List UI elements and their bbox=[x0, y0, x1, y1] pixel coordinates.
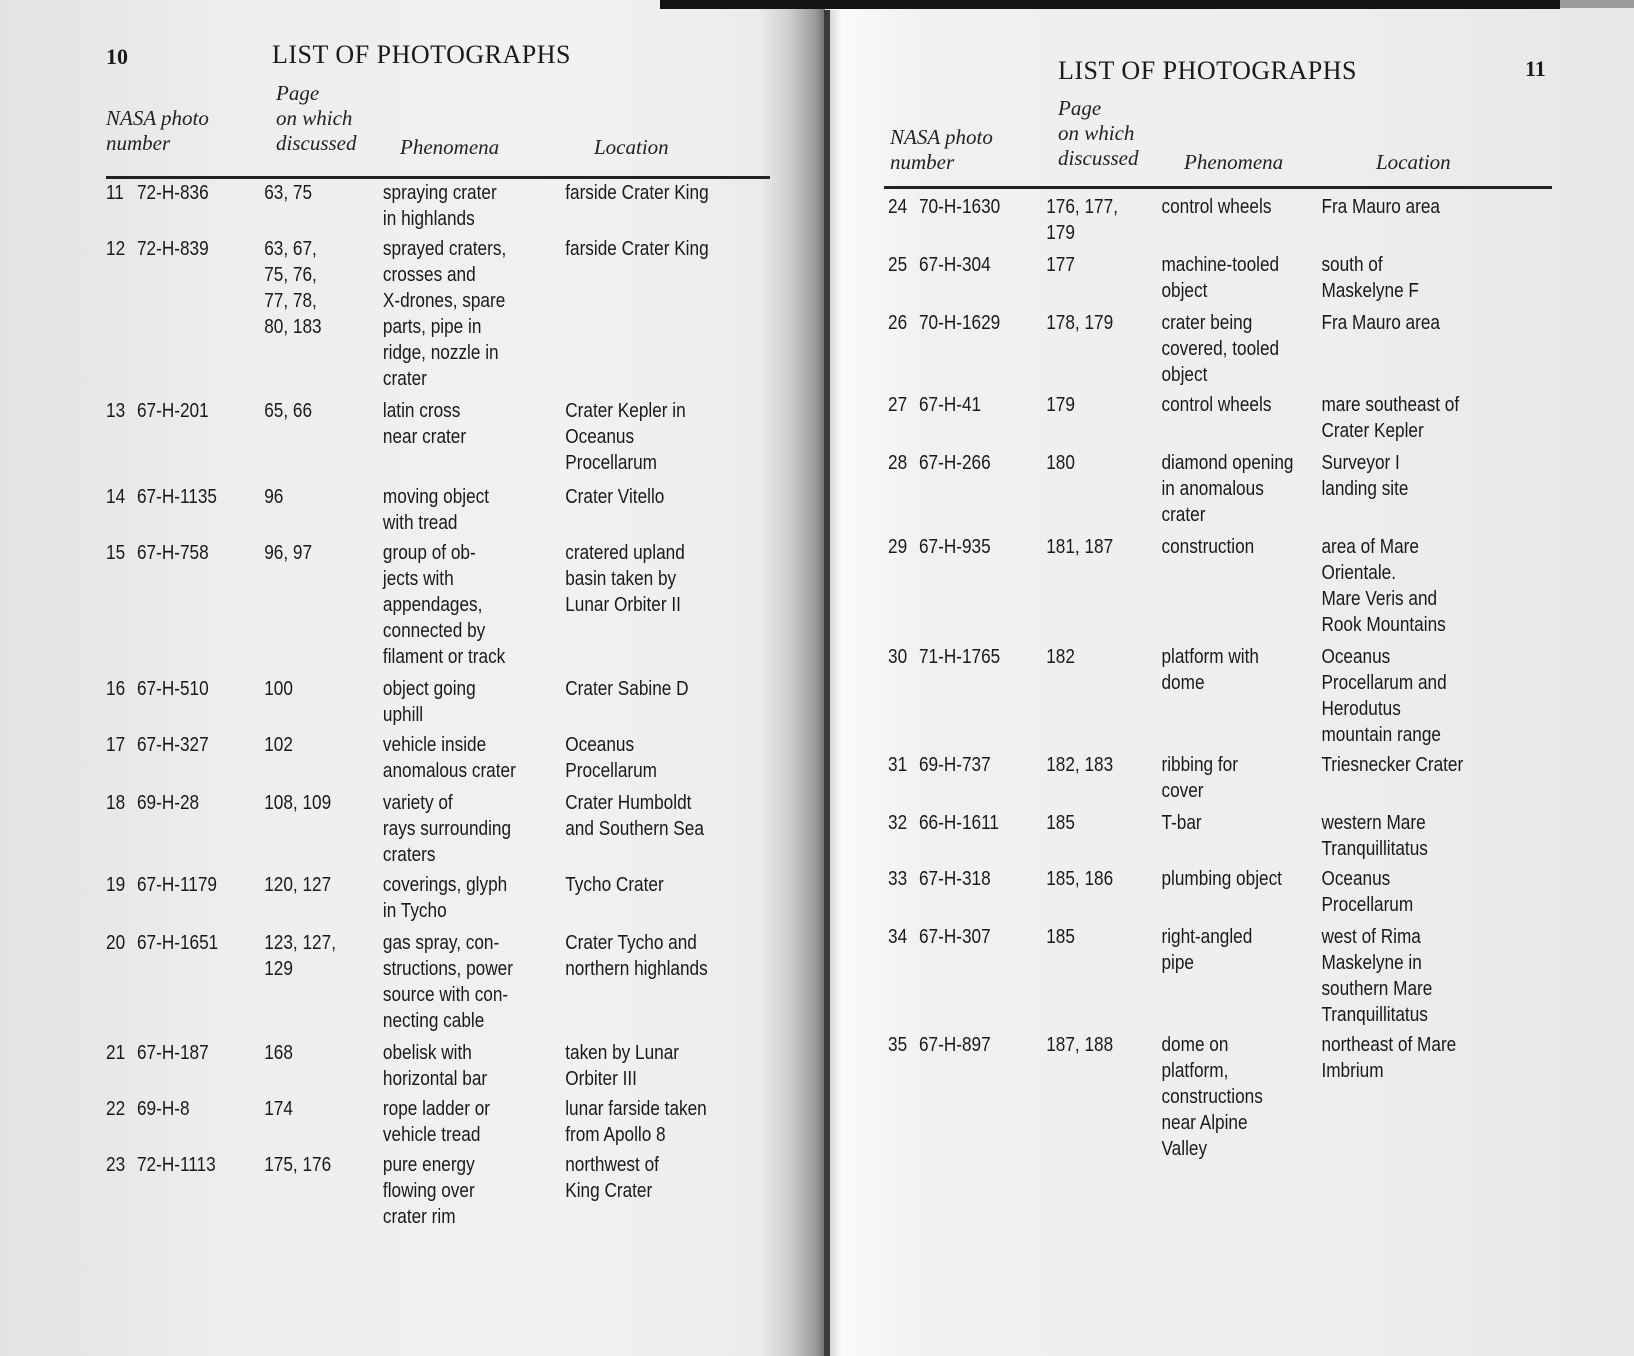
photo-index: 16 bbox=[106, 678, 126, 700]
left-header-photo-number: NASA photo number bbox=[106, 106, 209, 155]
location: northeast of Mare Imbrium bbox=[1321, 1034, 1457, 1082]
photo-index: 29 bbox=[888, 536, 908, 558]
nasa-photo-number: 71-H-1765 bbox=[918, 646, 1001, 668]
page-discussed: 120, 127 bbox=[264, 874, 332, 896]
photo-index: 25 bbox=[888, 254, 908, 276]
page-discussed: 108, 109 bbox=[264, 792, 332, 814]
page-discussed: 102 bbox=[264, 734, 293, 756]
location: Fra Mauro area bbox=[1321, 312, 1440, 334]
phenomena: vehicle inside anomalous crater bbox=[382, 734, 516, 782]
book-spine-highlight bbox=[830, 10, 842, 1356]
photo-index: 28 bbox=[888, 452, 908, 474]
scan-border-top-right bbox=[1560, 0, 1634, 8]
phenomena: machine-tooled object bbox=[1161, 254, 1280, 302]
phenomena: gas spray, con- structions, power source with con- necting cable bbox=[382, 932, 513, 1032]
photo-index: 24 bbox=[888, 196, 908, 218]
right-header-phenomena: Phenomena bbox=[1184, 150, 1284, 174]
nasa-photo-number: 67-H-266 bbox=[918, 452, 991, 474]
location: taken by Lunar Orbiter III bbox=[565, 1042, 680, 1090]
page-discussed: 182 bbox=[1046, 646, 1075, 668]
page-discussed: 177 bbox=[1046, 254, 1075, 276]
phenomena: moving object with tread bbox=[382, 486, 490, 534]
page-discussed: 96, 97 bbox=[264, 542, 313, 564]
location: mare southeast of Crater Kepler bbox=[1321, 394, 1460, 442]
nasa-photo-number: 67-H-935 bbox=[918, 536, 991, 558]
phenomena: object going uphill bbox=[382, 678, 476, 726]
nasa-photo-number: 67-H-1651 bbox=[136, 932, 219, 954]
nasa-photo-number: 72-H-836 bbox=[136, 182, 209, 204]
location: Oceanus Procellarum and Herodutus mountain range bbox=[1321, 646, 1447, 746]
page-discussed: 175, 176 bbox=[264, 1154, 332, 1176]
photo-index: 12 bbox=[106, 238, 126, 260]
page-discussed: 63, 75 bbox=[264, 182, 313, 204]
left-header-page-discussed: Page on which discussed bbox=[276, 81, 357, 155]
phenomena: dome on platform, constructions near Alpine Valley bbox=[1161, 1034, 1263, 1160]
location: Triesnecker Crater bbox=[1321, 754, 1464, 776]
phenomena: construction bbox=[1161, 536, 1255, 558]
nasa-photo-number: 69-H-8 bbox=[136, 1098, 190, 1120]
nasa-photo-number: 67-H-758 bbox=[136, 542, 209, 564]
page-discussed: 65, 66 bbox=[264, 400, 313, 422]
location: Oceanus Procellarum bbox=[1321, 868, 1414, 916]
nasa-photo-number: 70-H-1630 bbox=[918, 196, 1001, 218]
page-discussed: 179 bbox=[1046, 394, 1075, 416]
nasa-photo-number: 67-H-41 bbox=[918, 394, 982, 416]
right-header-location: Location bbox=[1376, 150, 1451, 174]
nasa-photo-number: 67-H-897 bbox=[918, 1034, 991, 1056]
phenomena: control wheels bbox=[1161, 196, 1272, 218]
location: farside Crater King bbox=[565, 238, 709, 260]
left-running-head: LIST OF PHOTOGRAPHS bbox=[272, 40, 571, 69]
page-discussed: 100 bbox=[264, 678, 293, 700]
photo-index: 30 bbox=[888, 646, 908, 668]
phenomena: right-angled pipe bbox=[1161, 926, 1253, 974]
page-discussed: 178, 179 bbox=[1046, 312, 1114, 334]
photo-index: 31 bbox=[888, 754, 908, 776]
phenomena: pure energy flowing over crater rim bbox=[382, 1154, 475, 1228]
photo-index: 17 bbox=[106, 734, 126, 756]
photo-index: 23 bbox=[106, 1154, 126, 1176]
right-header-photo-number: NASA photo number bbox=[890, 125, 993, 174]
phenomena: platform with dome bbox=[1161, 646, 1259, 694]
right-header-page-discussed: Page on which discussed bbox=[1058, 96, 1139, 170]
phenomena: coverings, glyph in Tycho bbox=[382, 874, 508, 922]
left-header-phenomena: Phenomena bbox=[400, 135, 500, 159]
location: Crater Kepler in Oceanus Procellarum bbox=[565, 400, 686, 474]
phenomena: variety of rays surrounding craters bbox=[382, 792, 512, 866]
book-spine-shadow bbox=[760, 0, 825, 1356]
location: Crater Humboldt and Southern Sea bbox=[565, 792, 704, 840]
phenomena: ribbing for cover bbox=[1161, 754, 1238, 802]
location: Crater Vitello bbox=[565, 486, 665, 508]
location: Surveyor I landing site bbox=[1321, 452, 1409, 500]
phenomena: group of ob- jects with appendages, connected by filament or track bbox=[382, 542, 506, 668]
page-discussed: 176, 177, 179 bbox=[1046, 196, 1118, 244]
location: area of Mare Orientale. Mare Veris and Rook Mountains bbox=[1321, 536, 1446, 636]
page-discussed: 168 bbox=[264, 1042, 293, 1064]
photo-index: 18 bbox=[106, 792, 126, 814]
right-header-rule bbox=[884, 186, 1552, 189]
location: south of Maskelyne F bbox=[1321, 254, 1419, 302]
phenomena: sprayed craters, crosses and X-drones, spare parts, pipe in ridge, nozzle in crater bbox=[382, 238, 507, 390]
location: cratered upland basin taken by Lunar Orbiter II bbox=[565, 542, 685, 616]
photo-index: 26 bbox=[888, 312, 908, 334]
nasa-photo-number: 66-H-1611 bbox=[918, 812, 999, 834]
page-discussed: 63, 67, 75, 76, 77, 78, 80, 183 bbox=[264, 238, 322, 338]
photo-index: 34 bbox=[888, 926, 908, 948]
location: farside Crater King bbox=[565, 182, 709, 204]
photo-index: 21 bbox=[106, 1042, 126, 1064]
phenomena: rope ladder or vehicle tread bbox=[382, 1098, 491, 1146]
scan-border-top bbox=[660, 0, 1560, 9]
page-discussed: 181, 187 bbox=[1046, 536, 1114, 558]
photo-index: 20 bbox=[106, 932, 126, 954]
nasa-photo-number: 67-H-1179 bbox=[136, 874, 217, 896]
location: west of Rima Maskelyne in southern Mare Tranquillitatus bbox=[1321, 926, 1433, 1026]
phenomena: plumbing object bbox=[1161, 868, 1282, 890]
location: Crater Sabine D bbox=[565, 678, 689, 700]
photo-index: 11 bbox=[106, 182, 124, 204]
page-discussed: 123, 127, 129 bbox=[264, 932, 336, 980]
nasa-photo-number: 67-H-327 bbox=[136, 734, 209, 756]
page-discussed: 185 bbox=[1046, 926, 1075, 948]
photo-index: 27 bbox=[888, 394, 908, 416]
page-discussed: 187, 188 bbox=[1046, 1034, 1114, 1056]
photo-index: 22 bbox=[106, 1098, 126, 1120]
nasa-photo-number: 70-H-1629 bbox=[918, 312, 1001, 334]
phenomena: obelisk with horizontal bar bbox=[382, 1042, 488, 1090]
nasa-photo-number: 67-H-1135 bbox=[136, 486, 217, 508]
photo-index: 14 bbox=[106, 486, 126, 508]
page-discussed: 174 bbox=[264, 1098, 293, 1120]
nasa-photo-number: 69-H-28 bbox=[136, 792, 200, 814]
photo-index: 19 bbox=[106, 874, 126, 896]
page-discussed: 182, 183 bbox=[1046, 754, 1114, 776]
phenomena: control wheels bbox=[1161, 394, 1272, 416]
location: northwest of King Crater bbox=[565, 1154, 659, 1202]
nasa-photo-number: 72-H-1113 bbox=[136, 1154, 216, 1176]
page-discussed: 96 bbox=[264, 486, 284, 508]
photo-index: 32 bbox=[888, 812, 908, 834]
page-discussed: 185 bbox=[1046, 812, 1075, 834]
nasa-photo-number: 67-H-307 bbox=[918, 926, 991, 948]
right-running-head: LIST OF PHOTOGRAPHS bbox=[1058, 56, 1357, 85]
location: Fra Mauro area bbox=[1321, 196, 1440, 218]
location: Tycho Crater bbox=[565, 874, 664, 896]
nasa-photo-number: 72-H-839 bbox=[136, 238, 209, 260]
photo-index: 35 bbox=[888, 1034, 908, 1056]
location: lunar farside taken from Apollo 8 bbox=[565, 1098, 707, 1146]
phenomena: T-bar bbox=[1161, 812, 1202, 834]
nasa-photo-number: 67-H-318 bbox=[918, 868, 991, 890]
location: Oceanus Procellarum bbox=[565, 734, 658, 782]
photo-index: 15 bbox=[106, 542, 126, 564]
photo-index: 33 bbox=[888, 868, 908, 890]
left-header-rule bbox=[106, 176, 770, 179]
page-discussed: 180 bbox=[1046, 452, 1075, 474]
phenomena: diamond opening in anomalous crater bbox=[1161, 452, 1294, 526]
nasa-photo-number: 69-H-737 bbox=[918, 754, 991, 776]
phenomena: crater being covered, tooled object bbox=[1161, 312, 1280, 386]
nasa-photo-number: 67-H-510 bbox=[136, 678, 209, 700]
location: Crater Tycho and northern highlands bbox=[565, 932, 708, 980]
photo-index: 13 bbox=[106, 400, 126, 422]
left-page-number: 10 bbox=[106, 44, 128, 69]
location: western Mare Tranquillitatus bbox=[1321, 812, 1428, 860]
nasa-photo-number: 67-H-304 bbox=[918, 254, 991, 276]
nasa-photo-number: 67-H-201 bbox=[136, 400, 209, 422]
phenomena: latin cross near crater bbox=[382, 400, 467, 448]
right-page-number: 11 bbox=[1525, 56, 1546, 81]
phenomena: spraying crater in highlands bbox=[382, 182, 497, 230]
left-header-location: Location bbox=[594, 135, 669, 159]
nasa-photo-number: 67-H-187 bbox=[136, 1042, 209, 1064]
page-discussed: 185, 186 bbox=[1046, 868, 1114, 890]
